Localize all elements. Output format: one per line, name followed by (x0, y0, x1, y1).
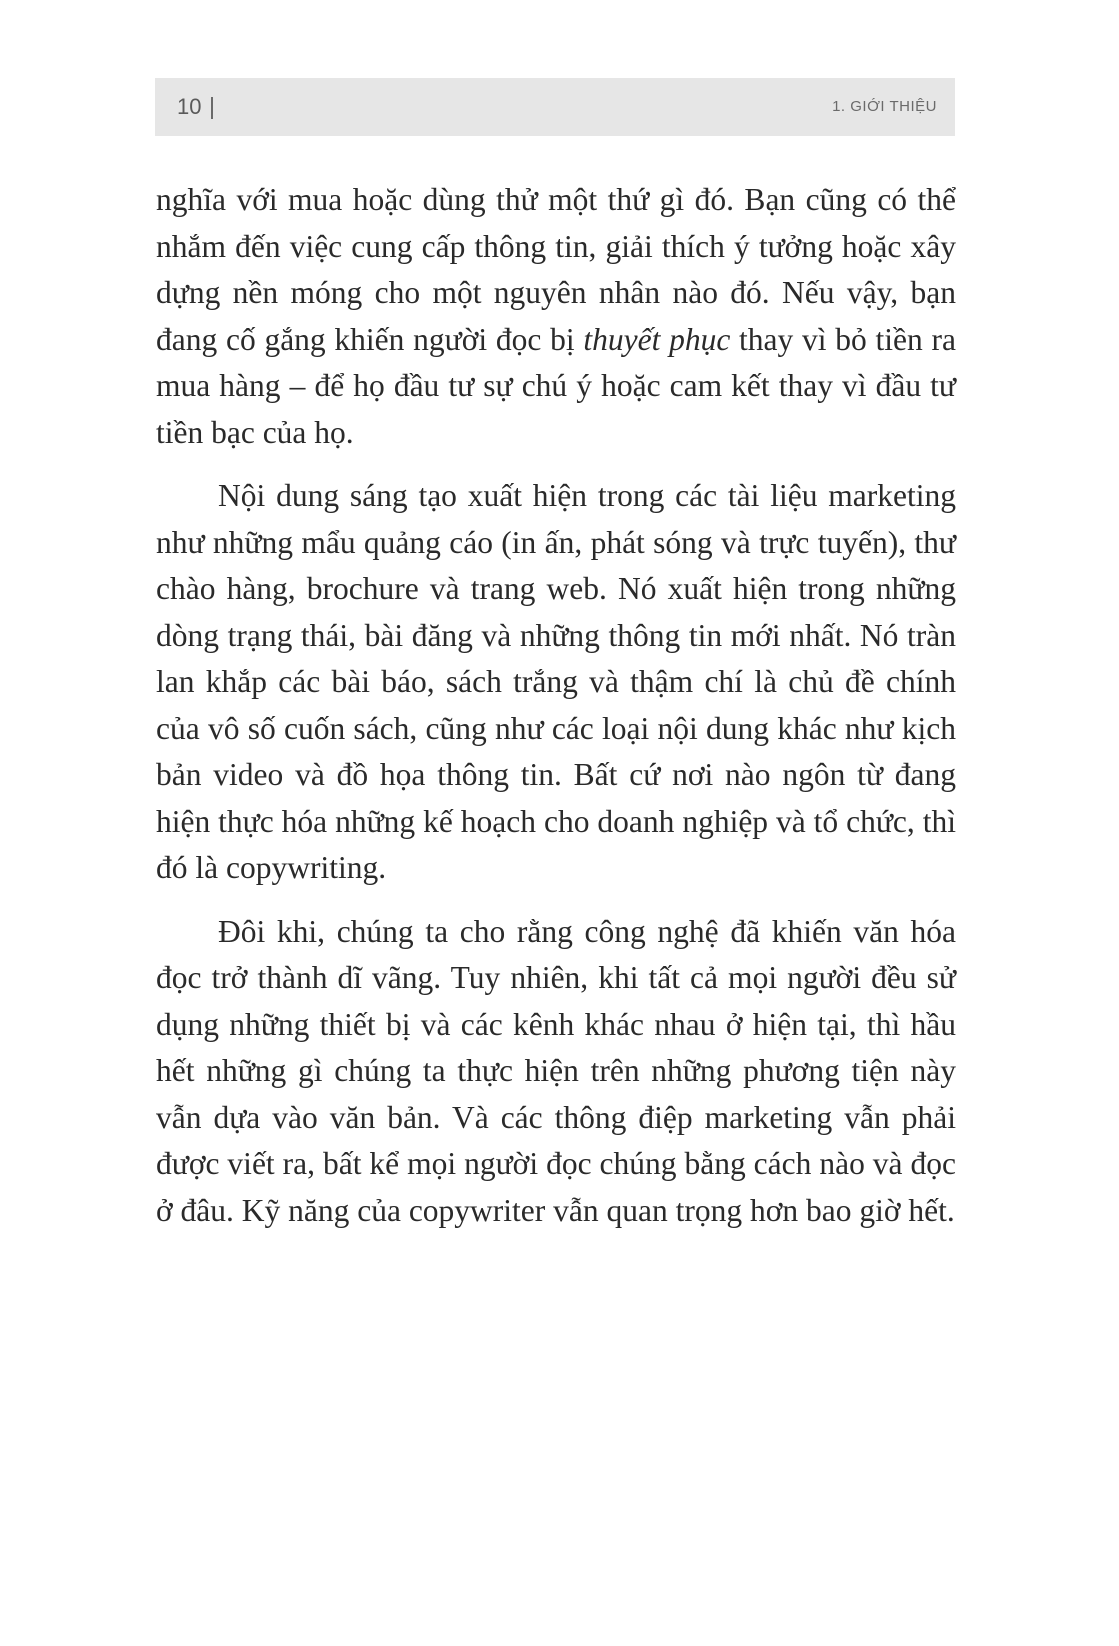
page-body (156, 177, 956, 1251)
paragraph-3: Đôi khi, chúng ta cho rằng công nghệ đã khiến văn hóa đọc trở thành dĩ vãng. Tuy nhiên, khi tất cả mọi người đều sử dụng những thiết bị và các kênh khác nhau ở hiện tại, thì hầu hết những gì chúng ta thực hiện trên những phương tiện này vẫn dựa vào văn bản. Và các thông điệp marketing vẫn phải được viết ra, bất kể mọi người đọc chúng bằng cách nào và đọc ở đâu. Kỹ năng của copywriter vẫn quan trọng hơn bao giờ hết. (156, 913, 956, 1228)
paragraph-1 (156, 177, 956, 456)
paragraph-1-text-end: thay vì bỏ tiền ra mua hàng – để họ đầu tư sự chú ý hoặc cam kết thay vì đầu tư tiền bạc của họ. (156, 321, 956, 450)
header-divider (211, 97, 213, 119)
page-number: 10 (177, 94, 202, 119)
running-header (155, 78, 955, 136)
paragraph-2: Nội dung sáng tạo xuất hiện trong các tài liệu marketing như những mẩu quảng cáo (in ấn, phát sóng và trực tuyến), thư chào hàng, brochure và trang web. Nó xuất hiện trong những dòng trạng thái, bài đăng và những thông tin mới nhất. Nó tràn lan khắp các bài báo, sách trắng và thậm chí là chủ đề chính của vô số cuốn sách, cũng như các loại nội dung khác như kịch bản video và đồ họa thông tin. Bất cứ nơi nào ngôn từ đang hiện thực hóa những kế hoạch cho doanh nghiệp và tổ chức, thì đó là copywriting. (156, 478, 956, 885)
paragraph-1-text: nghĩa với mua hoặc dùng thử một thứ gì đó. Bạn cũng có thể nhắm đến việc cung cấp thông tin, giải thích ý tưởng hoặc xây dựng nền móng cho một nguyên nhân nào đó. Nếu vậy, bạn đang cố gắng khiến người đọc bị (156, 182, 956, 357)
emphasis-thuyet-phuc: thuyết phục (583, 321, 731, 357)
chapter-title: 1. GIỚI THIỆU (832, 98, 937, 115)
